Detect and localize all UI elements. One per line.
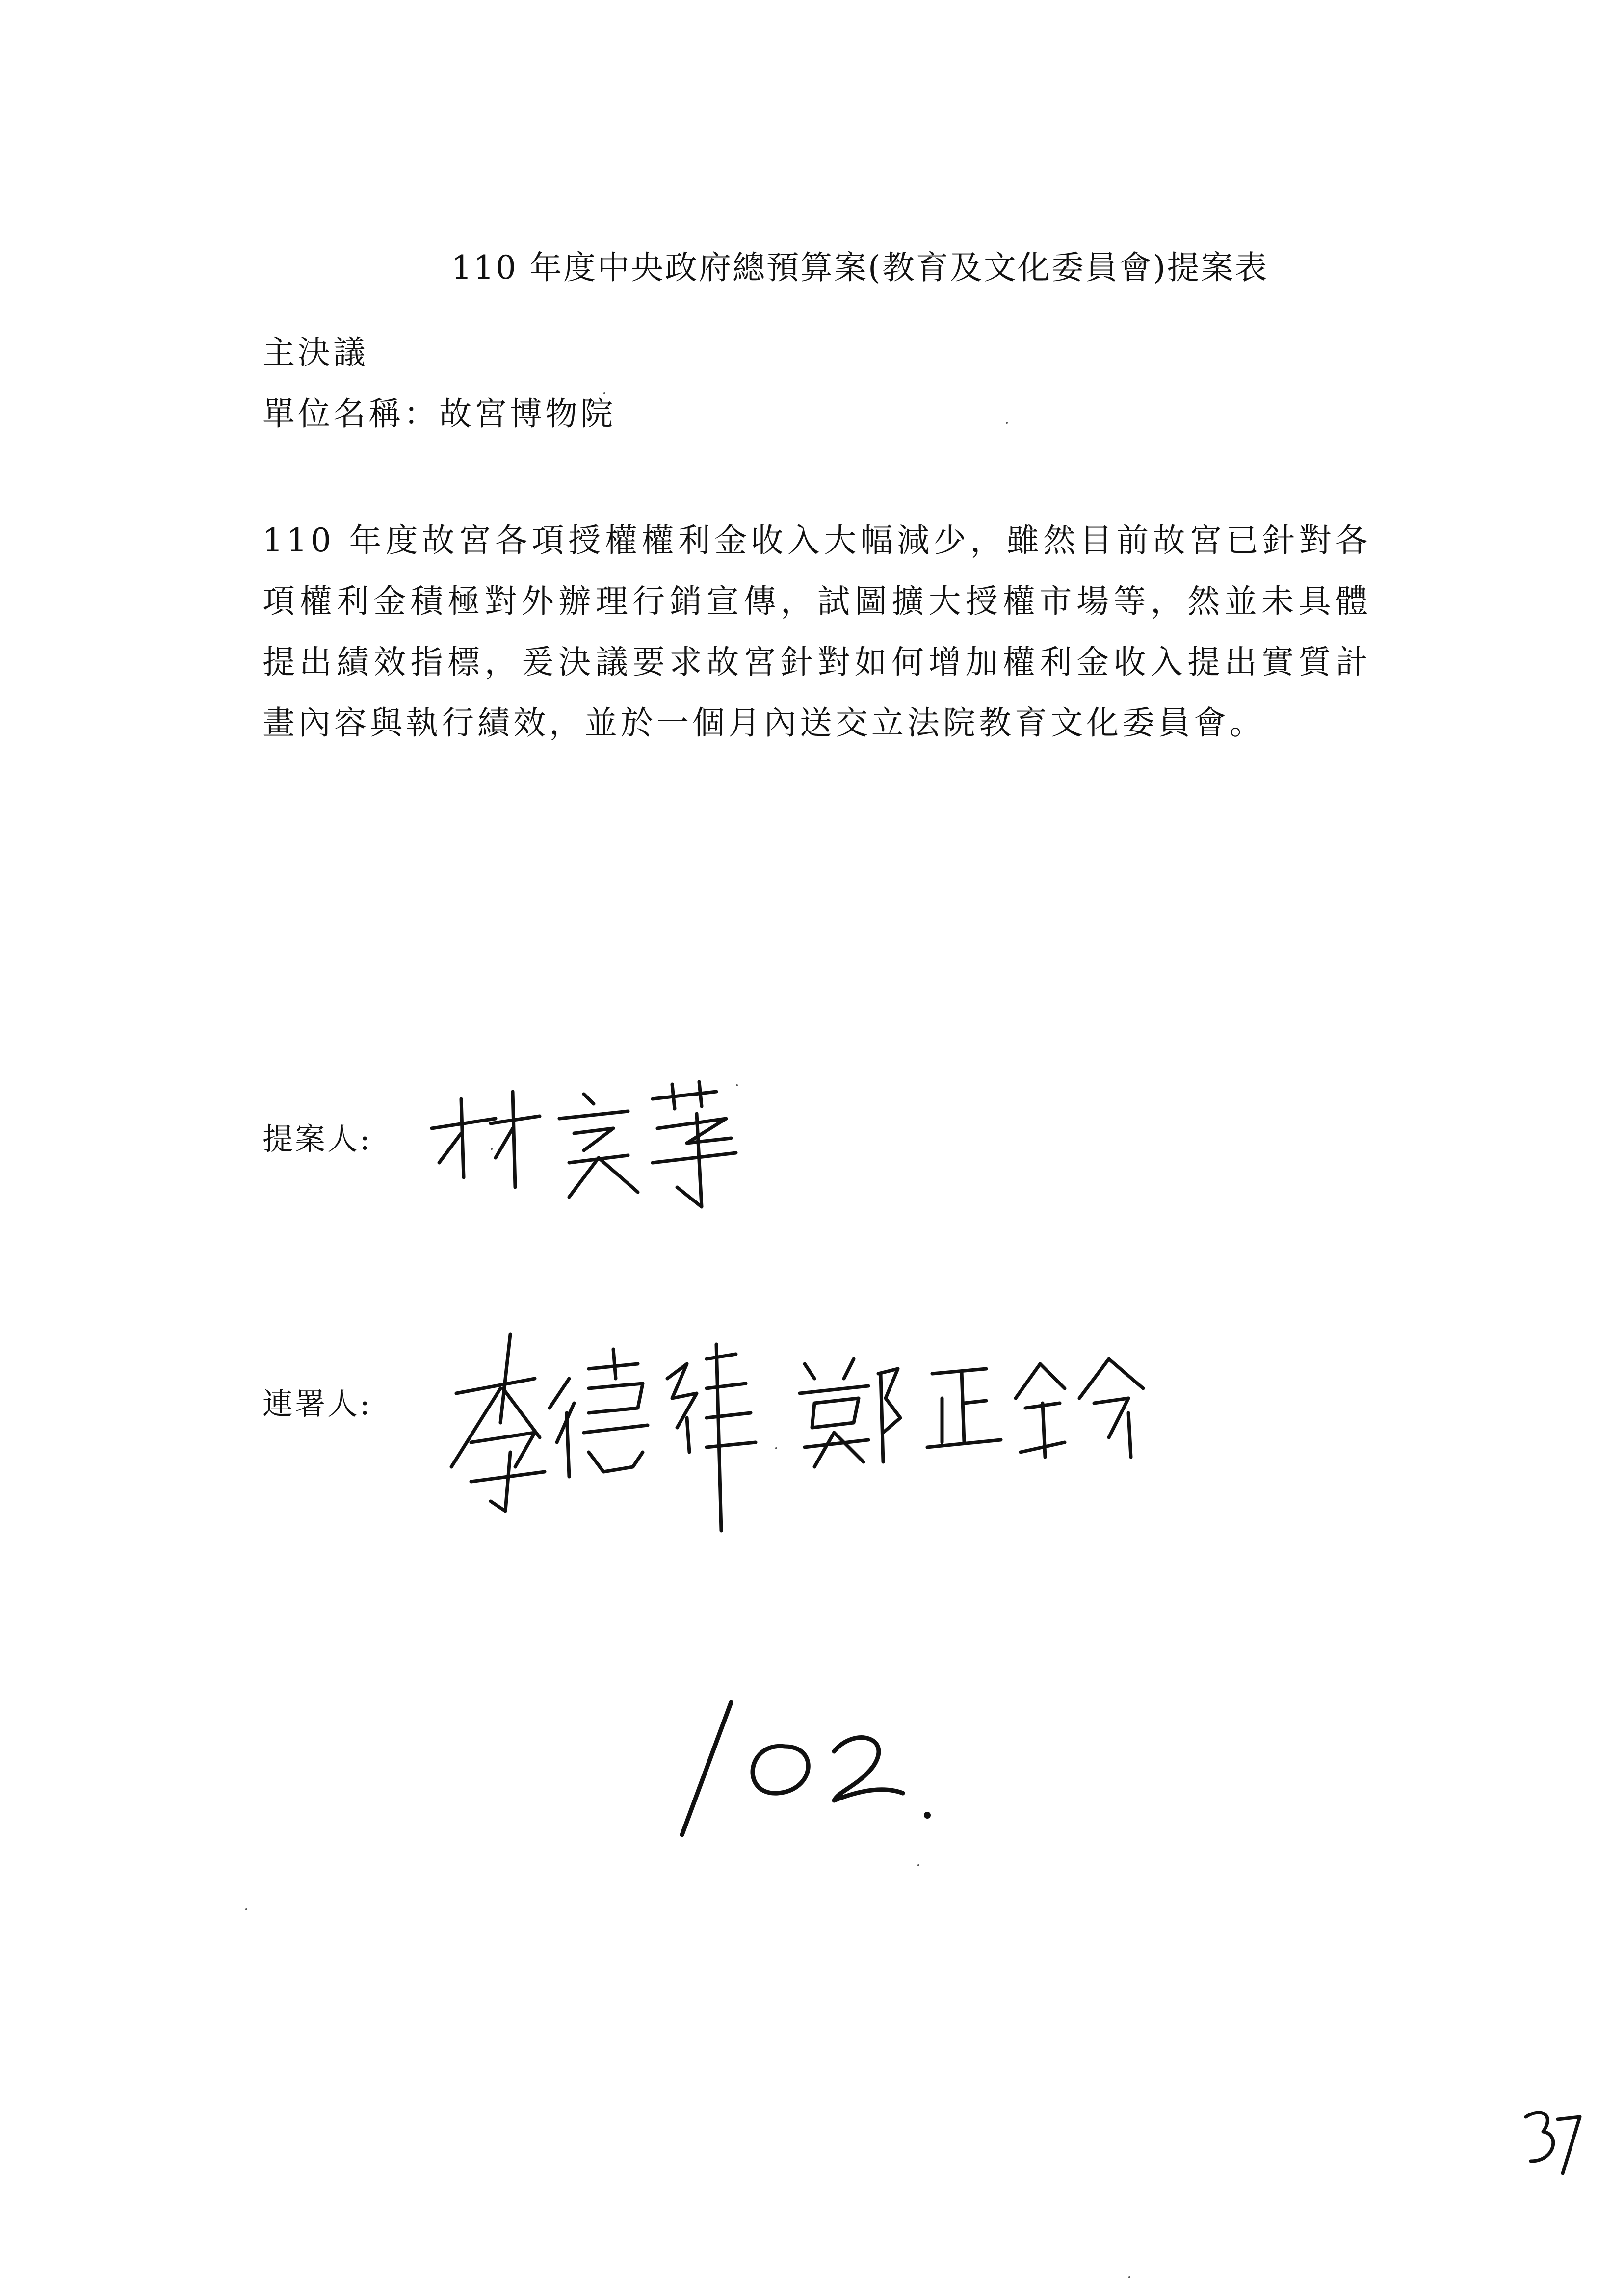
scan-speck (491, 1148, 493, 1150)
scan-speck (736, 1084, 738, 1086)
proposer-label: 提案人: (262, 1121, 372, 1157)
scan-speck (245, 1908, 247, 1910)
resolution-type: 主決議 (262, 334, 368, 371)
cosigner-label: 連署人: (262, 1386, 372, 1422)
unit-name-line: 單位名稱：故宮博物院 (262, 395, 616, 433)
scan-speck (1006, 422, 1008, 424)
document-title: 110 年度中央政府總預算案(教育及文化委員會)提案表 (451, 249, 1269, 287)
scan-speck (917, 1864, 919, 1866)
scan-speck (603, 392, 605, 394)
handwritten-corner-number (1521, 2105, 1585, 2180)
proposer-signature (422, 1065, 765, 1222)
scan-speck (1128, 2276, 1130, 2278)
resolution-body: 110 年度故宮各項授權權利金收入大幅減少，雖然目前故宮已針對各項權利金積極對外辦理行銷宣傳，試圖擴大授權市場等，然並未具體提出績效指標，爰決議要求故宮針對如何增加權利金收入提出實質計畫內容與執行績效，並於一個月內送交立法院教育文化委員會。 (262, 522, 1371, 742)
cosigner-signature-2 (785, 1344, 1158, 1472)
cosigner-signature-1 (442, 1325, 775, 1550)
scan-speck (775, 1447, 777, 1449)
handwritten-page-number (672, 1688, 947, 1847)
